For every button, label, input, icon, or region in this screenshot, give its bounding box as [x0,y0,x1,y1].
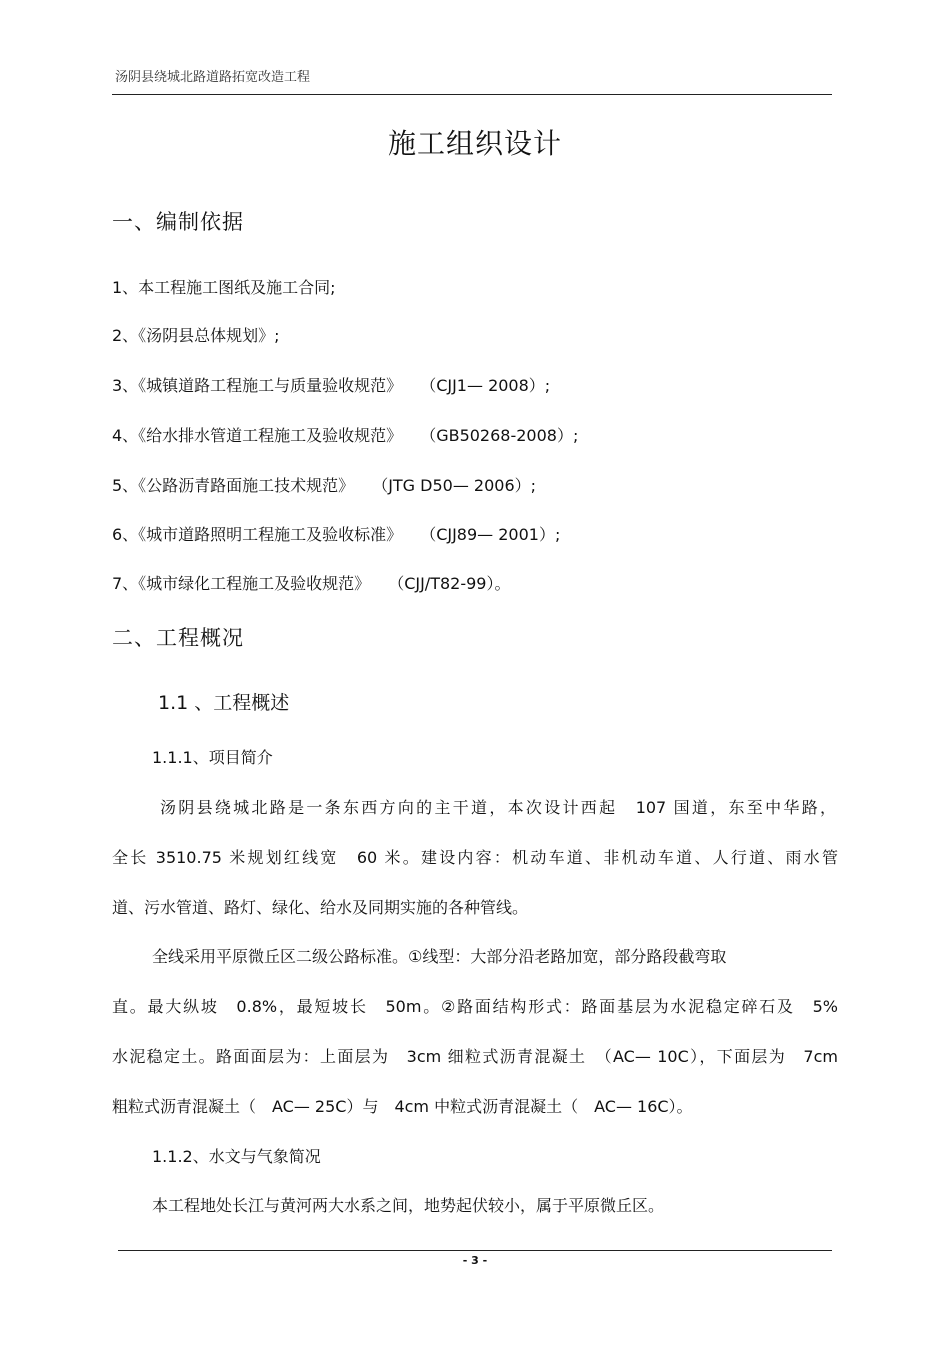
basis-item-code: （GB50268-2008）; [428,426,579,445]
paragraph-line: 直。最大纵坡 0.8%，最短坡长 50m。②路面结构形式：路面基层为水泥稳定碎石及 5% [112,997,838,1016]
basis-item-2 [112,323,280,346]
basis-item-code: （CJJ/T82-99）。 [396,574,511,593]
paragraph-line: 全长 3510.75 米规划红线宽 60 米。建设内容：机动车道、非机动车道、人行道、雨水管 [112,848,838,867]
basis-item-text: 7、《城市绿化工程施工及验收规范》 [112,574,371,593]
paragraph-line: 本工程地处长江与黄河两大水系之间，地势起伏较小，属于平原微丘区。 [152,1196,665,1215]
basis-item-3 [112,373,550,396]
footer-rule [118,1250,832,1251]
basis-item-text: 3、《城镇道路工程施工与质量验收规范》 [112,376,403,395]
basis-item-text: 2、《汤阴县总体规划》; [112,326,280,345]
running-header: 汤阴县绕城北路道路拓宽改造工程 [115,70,311,85]
paragraph-line: 全线采用平原微丘区二级公路标准。①线型：大部分沿老路加宽，部分路段截弯取 [152,947,727,966]
subsection-heading-1-1-1: 1.1.1、项目简介 [152,748,273,767]
basis-item-4 [112,423,578,446]
basis-item-6 [112,522,560,545]
document-title: 施工组织设计 [387,127,562,160]
section-heading-basis: 一、编制依据 [112,210,244,234]
basis-item-text: 5、《公路沥青路面施工技术规范》 [112,476,355,495]
basis-item-text: 1、本工程施工图纸及施工合同; [112,278,336,297]
paragraph-line: 道、污水管道、路灯、绿化、给水及同期实施的各种管线。 [112,898,529,917]
header-rule [112,94,832,95]
basis-item-7 [112,571,510,594]
basis-item-text: 4、《给水排水管道工程施工及验收规范》 [112,426,403,445]
basis-item-code: （CJJ1— 2008）; [428,376,551,395]
basis-item-text: 6、《城市道路照明工程施工及验收标准》 [112,525,403,544]
page-number: - 3 - [462,1254,488,1267]
paragraph-line: 汤阴县绕城北路是一条东西方向的主干道，本次设计西起 107 国道，东至中华路， [160,798,836,817]
paragraph-line: 粗粒式沥青混凝土（ AC— 25C）与 4cm 中粒式沥青混凝土（ AC— 16C）。 [112,1097,693,1116]
basis-item-5 [112,473,536,496]
basis-item-code: （CJJ89— 2001）; [428,525,561,544]
subsection-heading-1-1-2: 1.1.2、水文与气象简况 [152,1147,321,1166]
basis-item-code: （JTG D50— 2006）; [380,476,537,495]
subsection-heading-1-1: 1.1 、工程概述 [158,692,290,714]
basis-item-1 [112,275,336,298]
paragraph-line: 水泥稳定土。路面面层为：上面层为 3cm 细粒式沥青混凝土 （AC— 10C），下面层为 7cm [112,1047,838,1066]
section-heading-overview: 二、工程概况 [112,626,244,650]
